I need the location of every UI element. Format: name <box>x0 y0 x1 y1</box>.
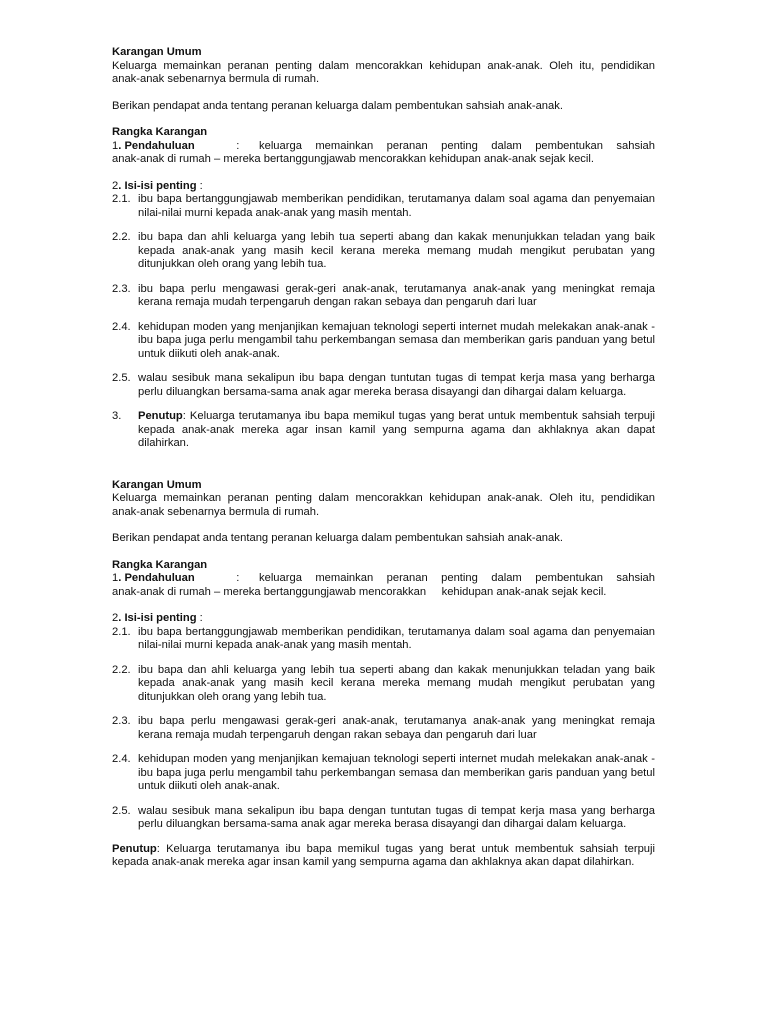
essay-block-2 <box>112 479 655 870</box>
list-item <box>112 715 655 742</box>
essay-question: Berikan pendapat anda tentang peranan keluarga dalam pembentukan sahsiah anak-anak. <box>112 99 563 112</box>
item-text: walau sesibuk mana sekalipun ibu bapa dengan tuntutan tugas di tempat kerja masa yang berharga perlu diluangkan bersama-sama anak agar mereka berasa disayangi dan dihargai dalam keluarga. <box>138 804 655 830</box>
isi-label: . Isi-isi penting <box>118 612 197 624</box>
pendahuluan-text-2: anak-anak di rumah – mereka bertanggungjawab mencorakkan kehidupan anak-anak sejak kecil. <box>112 585 607 598</box>
essay-title: Karangan Umum <box>112 46 202 58</box>
penutup-item <box>112 410 655 451</box>
item-text: ibu bapa perlu mengawasi gerak-geri anak-anak, terutamanya anak-anak yang meningkat remaja kerana remaja mudah terpengaruh dengan rakan sebaya dan pengaruh dari luar <box>138 282 655 308</box>
pendahuluan-text-1: keluarga memainkan peranan penting dalam pembentukan sahsiah <box>259 139 655 152</box>
list-item <box>112 231 655 272</box>
outline-title: Rangka Karangan <box>112 558 208 571</box>
penutup-text: : Keluarga terutamanya ibu bapa memikul tugas yang berat untuk membentuk sahsiah terpuji kepada anak-anak mereka agar insan kamil yang sempurna agama dan akhlaknya akan dapat dilahirkan. <box>112 842 655 868</box>
item-number: 2.5. <box>112 372 131 384</box>
penutup-number: 3. <box>112 410 122 422</box>
isi-colon: : <box>196 612 203 624</box>
list-item <box>112 283 655 310</box>
item-number: 2.5. <box>112 804 131 817</box>
penutup-text-wrap <box>138 410 655 451</box>
item-number: 2.4. <box>112 320 131 333</box>
item-text: ibu bapa bertanggungjawab memberikan pendidikan, terutamanya dalam soal agama dan penyemaian nilai-nilai murni kepada anak-anak yang masih mentah. <box>138 625 655 651</box>
item-number: 2.2. <box>112 231 131 243</box>
intro-line-2: anak-anak sebenarnya bermula di rumah. <box>112 505 320 518</box>
pendahuluan-label: . Pendahuluan <box>118 572 195 584</box>
list-item <box>112 321 655 362</box>
intro-line-1: Keluarga memainkan peranan penting dalam mencorakkan kehidupan anak-anak. Oleh itu, pendidikan <box>112 492 655 504</box>
isi-label: . Isi-isi penting <box>118 179 197 192</box>
pendahuluan-number: 1 <box>112 139 119 152</box>
isi-heading <box>112 612 655 626</box>
penutup-label: Penutup <box>112 842 157 855</box>
list-item <box>112 626 655 653</box>
list-item <box>112 372 655 399</box>
penutup-label: Penutup <box>138 410 183 422</box>
item-text: walau sesibuk mana sekalipun ibu bapa dengan tuntutan tugas di tempat kerja masa yang berharga perlu diluangkan bersama-sama anak agar mereka berasa disayangi dan dihargai dalam keluarga. <box>138 372 655 398</box>
list-item <box>112 193 655 220</box>
document-page <box>112 46 655 870</box>
isi-number: 2 <box>112 612 119 624</box>
list-item <box>112 664 655 705</box>
item-number: 2.4. <box>112 753 131 765</box>
outline-title: Rangka Karangan <box>112 126 208 138</box>
list-item <box>112 805 655 832</box>
isi-heading <box>112 180 655 194</box>
pendahuluan-line-1 <box>112 140 655 154</box>
list-item <box>112 753 655 794</box>
pendahuluan-colon: : <box>236 139 240 152</box>
item-text: ibu bapa dan ahli keluarga yang lebih tua seperti abang dan kakak menunjukkan teladan yang baik kepada anak-anak yang masih kecil kerana mereka memang mudah mengikut perubatan yang ditunjukkan oleh orang yang lebih tua. <box>138 231 655 270</box>
penutup-paragraph <box>112 843 655 870</box>
penutup-text: : Keluarga terutamanya ibu bapa memikul tugas yang berat untuk membentuk sahsiah terpuji kepada anak-anak mereka agar insan kamil yang sempurna agama dan akhlaknya akan dapat dilahirkan. <box>138 410 655 449</box>
essay-title: Karangan Umum <box>112 478 202 491</box>
item-number: 2.3. <box>112 282 131 295</box>
item-number: 2.3. <box>112 715 131 727</box>
item-text: kehidupan moden yang menjanjikan kemajuan teknologi seperti internet mudah melekakan anak-anak - ibu bapa juga perlu mengambil tahu perkembangan semasa dan memberikan garis panduan yang betul untuk diikuti oleh anak-anak. <box>138 753 655 792</box>
item-text: ibu bapa dan ahli keluarga yang lebih tua seperti abang dan kakak menunjukkan teladan yang baik kepada anak-anak yang masih kecil kerana mereka memang mudah mengikut perubatan yang ditunjukkan oleh orang yang lebih tua. <box>138 663 655 703</box>
intro-line-1: Keluarga memainkan peranan penting dalam mencorakkan kehidupan anak-anak. Oleh itu, pendidikan <box>112 59 655 72</box>
essay-question: Berikan pendapat anda tentang peranan keluarga dalam pembentukan sahsiah anak-anak. <box>112 532 563 544</box>
isi-colon: : <box>196 179 203 192</box>
item-text: kehidupan moden yang menjanjikan kemajuan teknologi seperti internet mudah melekakan anak-anak - ibu bapa juga perlu mengambil tahu perkembangan semasa dan memberikan garis panduan yang betul untuk diikuti oleh anak-anak. <box>138 320 655 360</box>
item-number: 2.2. <box>112 663 131 676</box>
item-number: 2.1. <box>112 625 131 638</box>
pendahuluan-text-1: keluarga memainkan peranan penting dalam pembentukan sahsiah <box>259 572 655 584</box>
pendahuluan-colon: : <box>236 572 240 584</box>
item-text: ibu bapa bertanggungjawab memberikan pendidikan, terutamanya dalam soal agama dan penyemaian nilai-nilai murni kepada anak-anak yang masih mentah. <box>138 193 655 219</box>
intro-line-2: anak-anak sebenarnya bermula di rumah. <box>112 73 320 85</box>
isi-number: 2 <box>112 179 119 192</box>
pendahuluan-text-2: anak-anak di rumah – mereka bertanggungjawab mencorakkan kehidupan anak-anak sejak kecil. <box>112 153 594 165</box>
pendahuluan-label: . Pendahuluan <box>118 139 195 152</box>
pendahuluan-number: 1 <box>112 572 119 584</box>
pendahuluan-line-1 <box>112 572 655 586</box>
item-number: 2.1. <box>112 193 131 205</box>
essay-block-1 <box>112 46 655 451</box>
item-text: ibu bapa perlu mengawasi gerak-geri anak-anak, terutamanya anak-anak yang meningkat remaja kerana remaja mudah terpengaruh dengan rakan sebaya dan pengaruh dari luar <box>138 715 655 741</box>
